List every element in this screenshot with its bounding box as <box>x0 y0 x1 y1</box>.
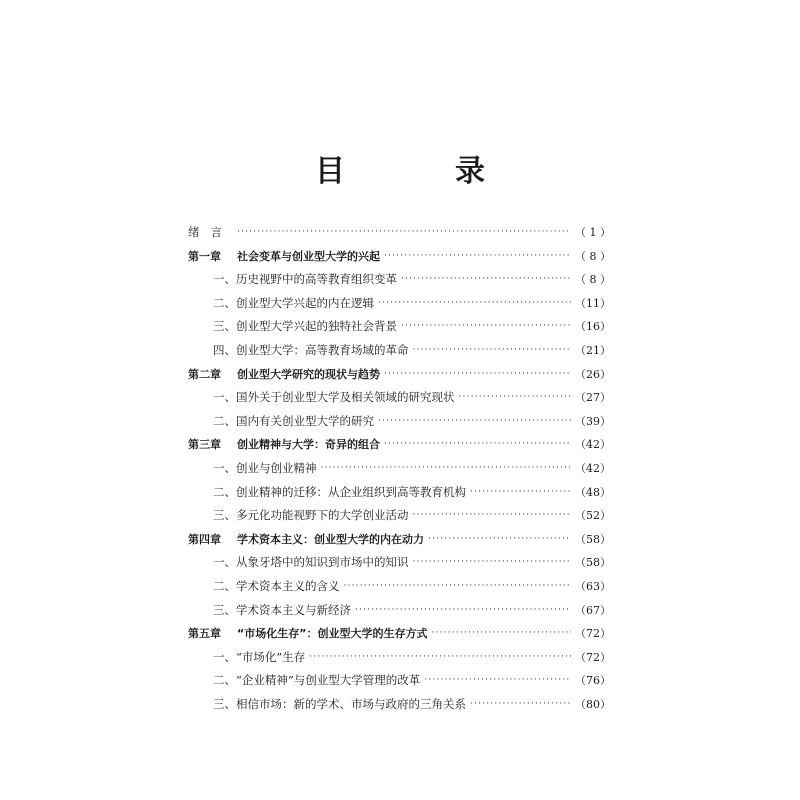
toc-page-number: （58） <box>575 532 611 546</box>
dot-leader <box>470 481 571 505</box>
dot-leader <box>384 433 571 457</box>
toc-entry-section[interactable] <box>188 386 611 410</box>
toc-page-number: （16） <box>575 320 611 334</box>
toc-entry-label <box>213 504 409 528</box>
toc-entry-title: 二、学术资本主义的含义 <box>213 578 340 593</box>
toc-entry-label <box>213 575 340 599</box>
toc-entry-section[interactable] <box>188 599 611 623</box>
toc-page-number: （39） <box>575 414 611 428</box>
toc-entry-section[interactable] <box>188 551 611 575</box>
toc-entry-intro[interactable] <box>188 221 611 245</box>
toc-entry-label <box>213 292 374 316</box>
toc-entry-chapter[interactable] <box>188 363 611 387</box>
dot-leader <box>355 599 571 623</box>
dot-leader <box>428 528 571 552</box>
toc-entry-label <box>213 646 305 670</box>
toc-entry-label <box>213 457 317 481</box>
dot-leader <box>321 457 572 481</box>
toc-entry-label <box>213 599 351 623</box>
toc-page-number: （26） <box>575 367 611 381</box>
toc-entry-title: 社会变革与创业型大学的兴起 <box>237 249 380 263</box>
toc-entry-title: 学术资本主义：创业型大学的内在动力 <box>237 532 424 546</box>
toc-page-number: （ 1 ） <box>575 226 611 239</box>
toc-entry-label <box>188 363 380 387</box>
dot-leader <box>401 315 571 339</box>
toc-entry-section[interactable] <box>188 693 611 717</box>
toc-entry-title: 一、国外关于创业型大学及相关领域的研究现状 <box>213 390 455 405</box>
toc-entry-label <box>213 693 466 717</box>
toc-entry-label <box>188 245 380 269</box>
dot-leader <box>470 693 571 717</box>
toc-entry-label <box>188 528 424 552</box>
toc-page-number: （11） <box>575 296 611 310</box>
toc-entry-title: 二、创业精神的迁移：从企业组织到高等教育机构 <box>213 484 466 499</box>
toc-entry-title: “市场化生存”：创业型大学的生存方式 <box>237 627 428 641</box>
dot-leader <box>413 339 572 363</box>
chapter-number: 第二章 <box>188 367 221 381</box>
dot-leader <box>431 622 571 646</box>
toc-entry-section[interactable] <box>188 481 611 505</box>
toc-entry-title: 一、历史视野中的高等教育组织变革 <box>213 272 397 287</box>
toc-entry-title: 三、相信市场：新的学术、市场与政府的三角关系 <box>213 696 466 711</box>
toc-entry-label <box>213 268 397 292</box>
dot-leader <box>401 268 571 292</box>
toc-page-number: （72） <box>575 650 611 664</box>
toc-page-number: （58） <box>575 556 611 570</box>
toc-entry-section[interactable] <box>188 575 611 599</box>
toc-entry-section[interactable] <box>188 339 611 363</box>
toc-page-number: （42） <box>575 461 611 475</box>
page-title: 目 录 <box>315 154 525 189</box>
dot-leader <box>309 646 571 670</box>
dot-leader <box>378 292 571 316</box>
toc-entry-section[interactable] <box>188 504 611 528</box>
toc-page-number: （80） <box>575 697 611 711</box>
toc-entry-section[interactable] <box>188 315 611 339</box>
toc-page-number: （52） <box>575 509 611 523</box>
toc-entry-title: 一、“市场化”生存 <box>213 649 306 664</box>
toc-entry-label <box>213 669 420 693</box>
toc-entry-title: 三、学术资本主义与新经济 <box>213 602 351 617</box>
dot-leader <box>424 669 571 693</box>
toc-entry-title: 三、多元化功能视野下的大学创业活动 <box>213 508 409 523</box>
dot-leader <box>459 386 572 410</box>
dot-leader <box>237 221 571 245</box>
toc-entry-title: 一、创业与创业精神 <box>213 460 317 475</box>
chapter-number: 第一章 <box>188 249 221 263</box>
toc-entry-label <box>188 622 427 646</box>
toc-page-number: （ 8 ） <box>575 249 611 263</box>
toc-entry-title: 创业精神与大学：奇异的组合 <box>237 438 380 452</box>
toc-entry-label <box>213 315 397 339</box>
toc-entry-label <box>188 433 380 457</box>
toc-entry-section[interactable] <box>188 268 611 292</box>
toc-page-number: （76） <box>575 674 611 688</box>
chapter-number: 第五章 <box>188 627 221 641</box>
dot-leader <box>384 245 571 269</box>
toc-entry-title: 二、“企业精神”与创业型大学管理的改革 <box>213 673 421 688</box>
chapter-number: 第四章 <box>188 532 221 546</box>
toc-page-number: （63） <box>575 579 611 593</box>
toc-entry-chapter[interactable] <box>188 622 611 646</box>
toc-entry-title: 一、从象牙塔中的知识到市场中的知识 <box>213 555 409 570</box>
toc-entry-chapter[interactable] <box>188 433 611 457</box>
dot-leader <box>384 363 571 387</box>
toc-page-number: （42） <box>575 438 611 452</box>
toc-entry-chapter[interactable] <box>188 245 611 269</box>
dot-leader <box>378 410 571 434</box>
toc-page-number: （72） <box>575 627 611 641</box>
toc-entry-label <box>213 339 409 363</box>
toc-entry-section[interactable] <box>188 669 611 693</box>
toc-entry-section[interactable] <box>188 292 611 316</box>
table-of-contents <box>188 221 611 716</box>
toc-page-number: （21） <box>575 343 611 357</box>
toc-entry-section[interactable] <box>188 646 611 670</box>
toc-entry-section[interactable] <box>188 410 611 434</box>
toc-entry-title: 二、创业型大学兴起的内在逻辑 <box>213 295 374 310</box>
toc-entry-title: 二、国内有关创业型大学的研究 <box>213 413 374 428</box>
chapter-number: 第三章 <box>188 438 221 452</box>
toc-entry-title: 四、创业型大学：高等教育场域的革命 <box>213 342 409 357</box>
toc-entry-label <box>213 410 374 434</box>
dot-leader <box>413 504 572 528</box>
toc-page-number: （27） <box>575 391 611 405</box>
toc-entry-label <box>213 481 466 505</box>
toc-entry-title: 绪言 <box>188 225 233 239</box>
toc-entry-label <box>188 221 233 245</box>
toc-page-number: （ 8 ） <box>575 273 611 287</box>
toc-entry-title: 创业型大学研究的现状与趋势 <box>237 367 380 381</box>
dot-leader <box>413 551 572 575</box>
dot-leader <box>344 575 572 599</box>
toc-entry-section[interactable] <box>188 457 611 481</box>
toc-entry-title: 三、创业型大学兴起的独特社会背景 <box>213 319 397 334</box>
toc-entry-label <box>213 551 409 575</box>
toc-page-number: （48） <box>575 485 611 499</box>
toc-entry-label <box>213 386 455 410</box>
toc-page-number: （67） <box>575 603 611 617</box>
toc-entry-chapter[interactable] <box>188 528 611 552</box>
